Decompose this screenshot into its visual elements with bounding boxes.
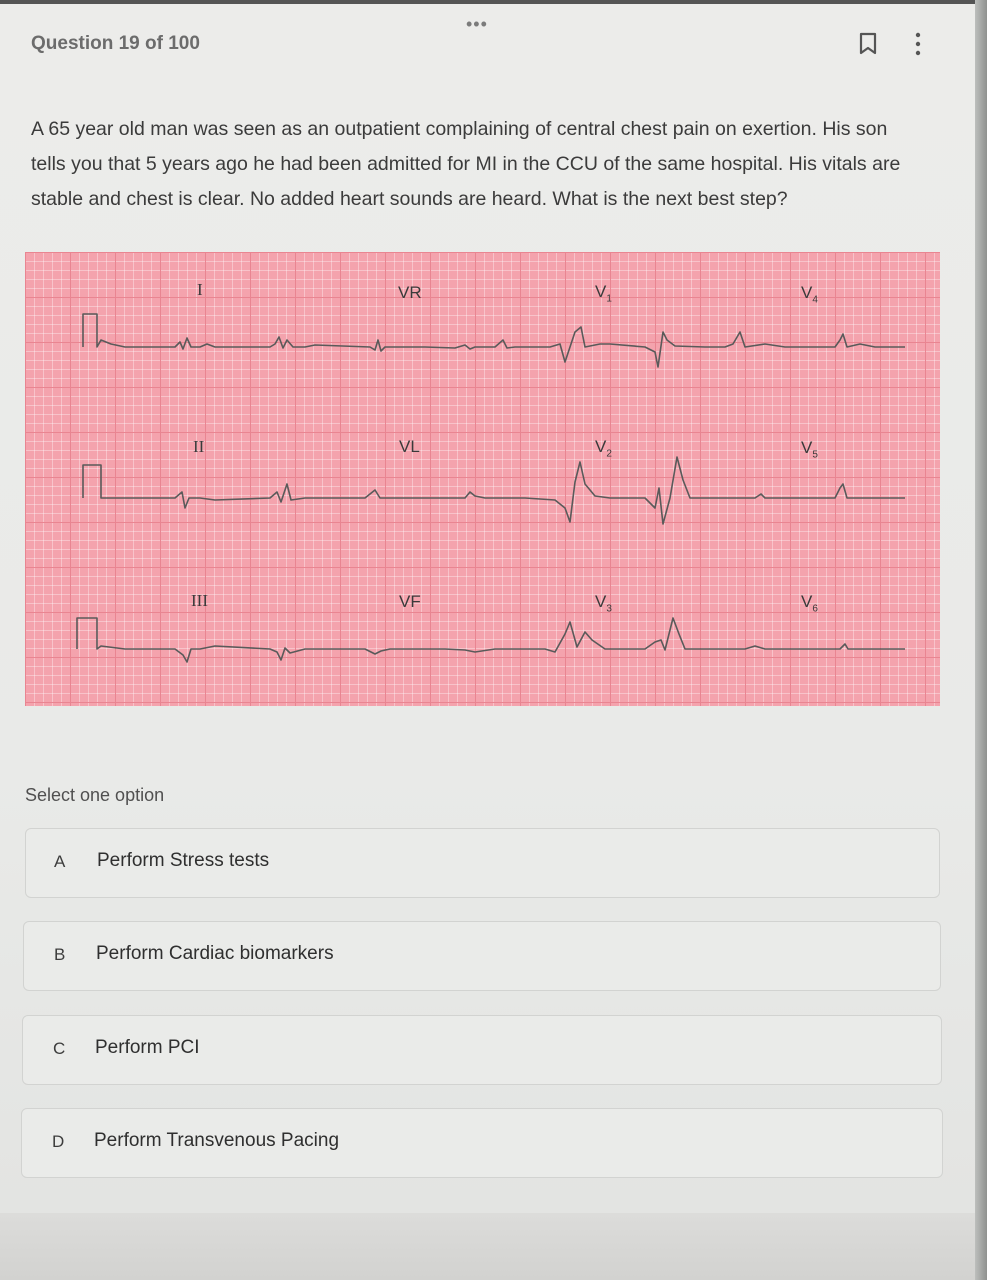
answer-option-c[interactable] <box>22 1015 942 1085</box>
answer-option-d[interactable] <box>21 1108 943 1178</box>
ecg-trace-row-3 <box>77 618 905 662</box>
answer-option-b[interactable] <box>23 921 941 991</box>
ecg-trace-row-1 <box>83 314 905 367</box>
ecg-trace-row-2 <box>83 457 905 524</box>
bookmark-icon[interactable] <box>858 32 878 56</box>
lead-label-vr: VR <box>398 283 422 302</box>
lead-label-v4: $V_4$ <box>801 283 818 306</box>
select-one-option-label: Select one option <box>25 785 165 805</box>
lead-label-v5: $V_5$ <box>801 438 818 461</box>
question-counter: Question 19 of 100 <box>31 33 200 54</box>
option-text: Perform PCI <box>95 1037 200 1058</box>
option-text: Perform Stress tests <box>97 850 270 871</box>
lead-label-v1: $V_1$ <box>595 282 612 305</box>
bottom-area <box>0 1213 975 1280</box>
vertical-ellipsis-icon[interactable] <box>910 30 926 58</box>
question-stem: A 65 year old man was seen as an outpatient complaining of central chest pain on exertion. His son tells you that 5 years ago he had been admitted for MI in the CCU of the same hospital. His vitals are stable and chest is clear. No added heart sounds are heard. What is the next best step? <box>31 118 901 210</box>
device-edge <box>975 0 987 1280</box>
lead-label-ii: II <box>193 437 205 456</box>
option-letter: A <box>54 852 66 871</box>
ecg-traces <box>25 252 940 706</box>
lead-label-v6: $V_6$ <box>801 592 818 615</box>
answer-option-a[interactable] <box>25 828 940 898</box>
lead-label-v2: $V_2$ <box>595 437 612 460</box>
option-text: Perform Transvenous Pacing <box>94 1130 340 1151</box>
window-menu-dots[interactable]: ••• <box>466 14 488 34</box>
option-letter: D <box>52 1132 65 1151</box>
top-edge <box>0 0 975 4</box>
lead-label-vf: VF <box>399 592 421 611</box>
lead-label-i: I <box>197 280 203 299</box>
option-letter: B <box>54 945 66 964</box>
lead-label-v3: $V_3$ <box>595 592 612 615</box>
lead-label-vl: VL <box>399 437 420 456</box>
ecg-image <box>25 252 940 706</box>
lead-label-iii: III <box>191 591 208 610</box>
option-text: Perform Cardiac biomarkers <box>96 943 334 964</box>
option-letter: C <box>53 1039 66 1058</box>
